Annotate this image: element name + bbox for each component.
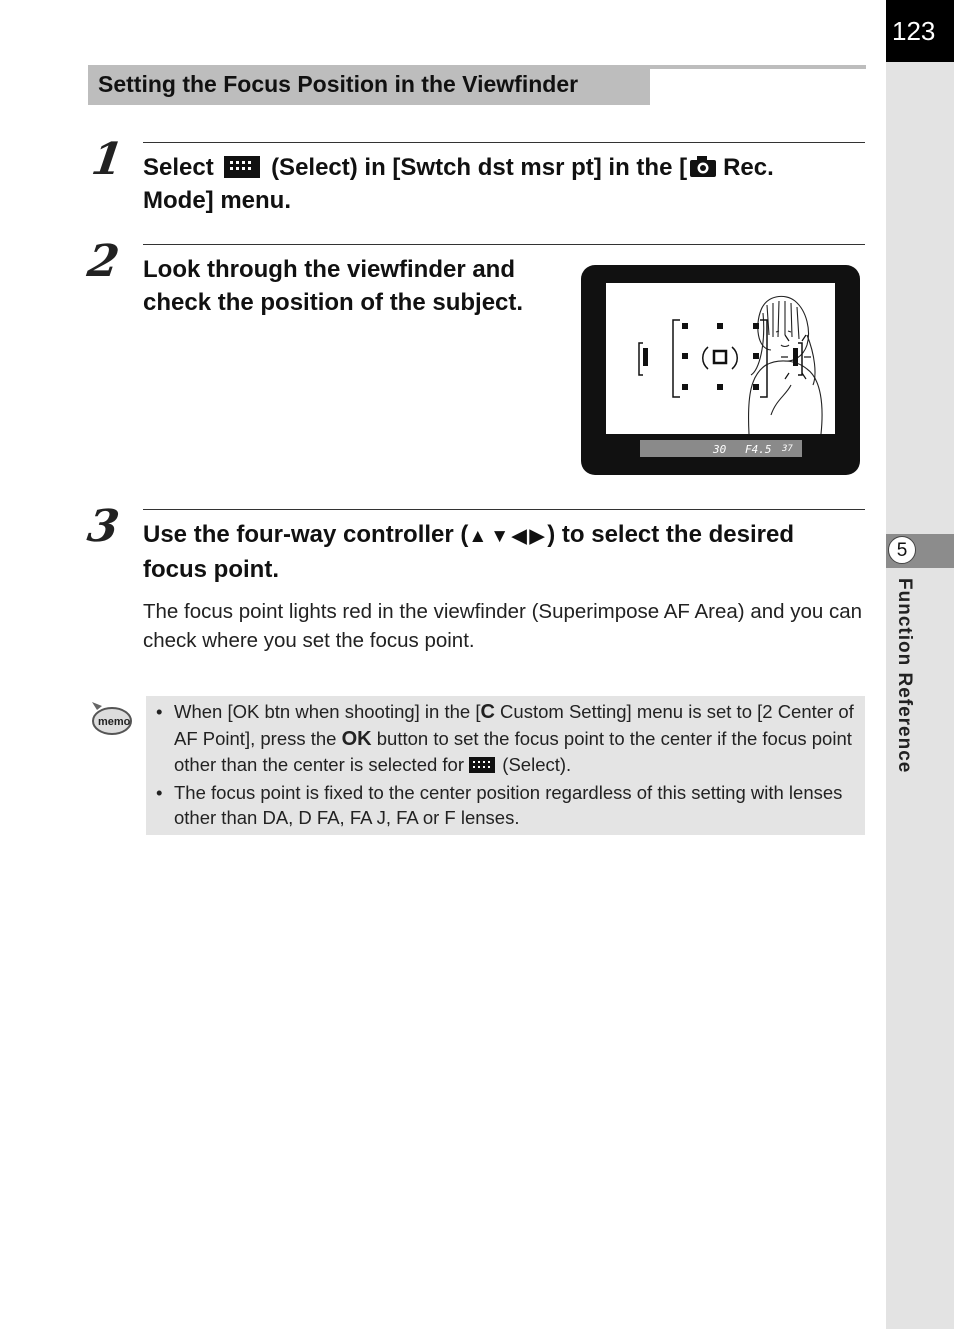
step-1-text-c: Rec. — [723, 154, 774, 181]
vf-count: 37 — [782, 444, 793, 454]
viewfinder-illustration — [581, 265, 860, 475]
memo-icon-label: memo — [98, 716, 131, 728]
chapter-title: Function Reference — [894, 578, 915, 774]
memo-item: • When [OK btn when shooting] in the [C Custom Setting] menu is set to [2 Center of AF Point], press the OK button to set the focus point to the center if the focus point other than the center is selected for (Select). — [156, 701, 854, 775]
step-2-number: 2 — [84, 236, 123, 287]
step-3-title — [143, 518, 878, 586]
step-1-number: 1 — [88, 134, 127, 185]
memo-icon — [88, 700, 134, 738]
step-3-body: The focus point lights red in the viewfinder (Superimpose AF Area) and you can check where you set the focus point. — [143, 600, 863, 652]
step-1-title — [143, 151, 863, 217]
step-2-rule — [143, 244, 865, 245]
memo-item-2-text: The focus point is fixed to the center position regardless of this setting with lenses other than DA, D FA, FA J, FA or F lenses. — [174, 781, 843, 828]
memo-item: • The focus point is fixed to the center position regardless of this setting with lenses other than DA, D FA, FA J, FA or F lenses. — [156, 781, 843, 828]
vf-aperture: F4.5 — [745, 443, 772, 456]
chapter-number: 5 — [888, 536, 916, 564]
step-1-text-b: (Select) in [Swtch dst msr pt] in the [ — [271, 154, 688, 181]
step-1-rule — [143, 142, 865, 143]
memo-item-1-b: Custom Setting] menu is set to [2 Center of AF Point], press the — [174, 701, 854, 749]
step-3-rule — [143, 509, 865, 510]
select-grid-icon — [224, 156, 260, 178]
memo-box — [146, 696, 865, 835]
four-way-arrows: ▲▼◀▶ — [468, 526, 548, 547]
memo-item-1-d: (Select). — [497, 754, 572, 775]
step-1-text-a: Select — [143, 154, 214, 181]
step-3-text-c: focus point. — [143, 556, 279, 583]
vf-shutter: 30 — [713, 443, 727, 456]
select-grid-icon — [469, 757, 495, 773]
ok-button-icon: OK — [341, 727, 372, 750]
camera-icon — [689, 156, 717, 178]
section-heading: Setting the Focus Position in the Viewfinder — [88, 68, 650, 105]
step-3-text-a: Use the four-way controller ( — [143, 521, 469, 548]
memo-item-1-c: button to set the focus point to the center if the focus point other than the center is selected for — [174, 727, 852, 775]
step-3-number: 3 — [84, 501, 123, 552]
memo-item-1-a: When [OK btn when shooting] in the [ — [174, 701, 481, 722]
step-3-text-b: ) to select the desired — [547, 521, 794, 548]
page-number: 123 — [886, 0, 954, 62]
step-2-text-a: Look through the viewfinder and — [143, 256, 515, 283]
step-1-text-d: Mode] menu. — [143, 187, 291, 214]
step-2-text-b: check the position of the subject. — [143, 289, 524, 316]
custom-setting-c-icon: C — [480, 701, 495, 723]
step-2-title — [143, 253, 573, 319]
